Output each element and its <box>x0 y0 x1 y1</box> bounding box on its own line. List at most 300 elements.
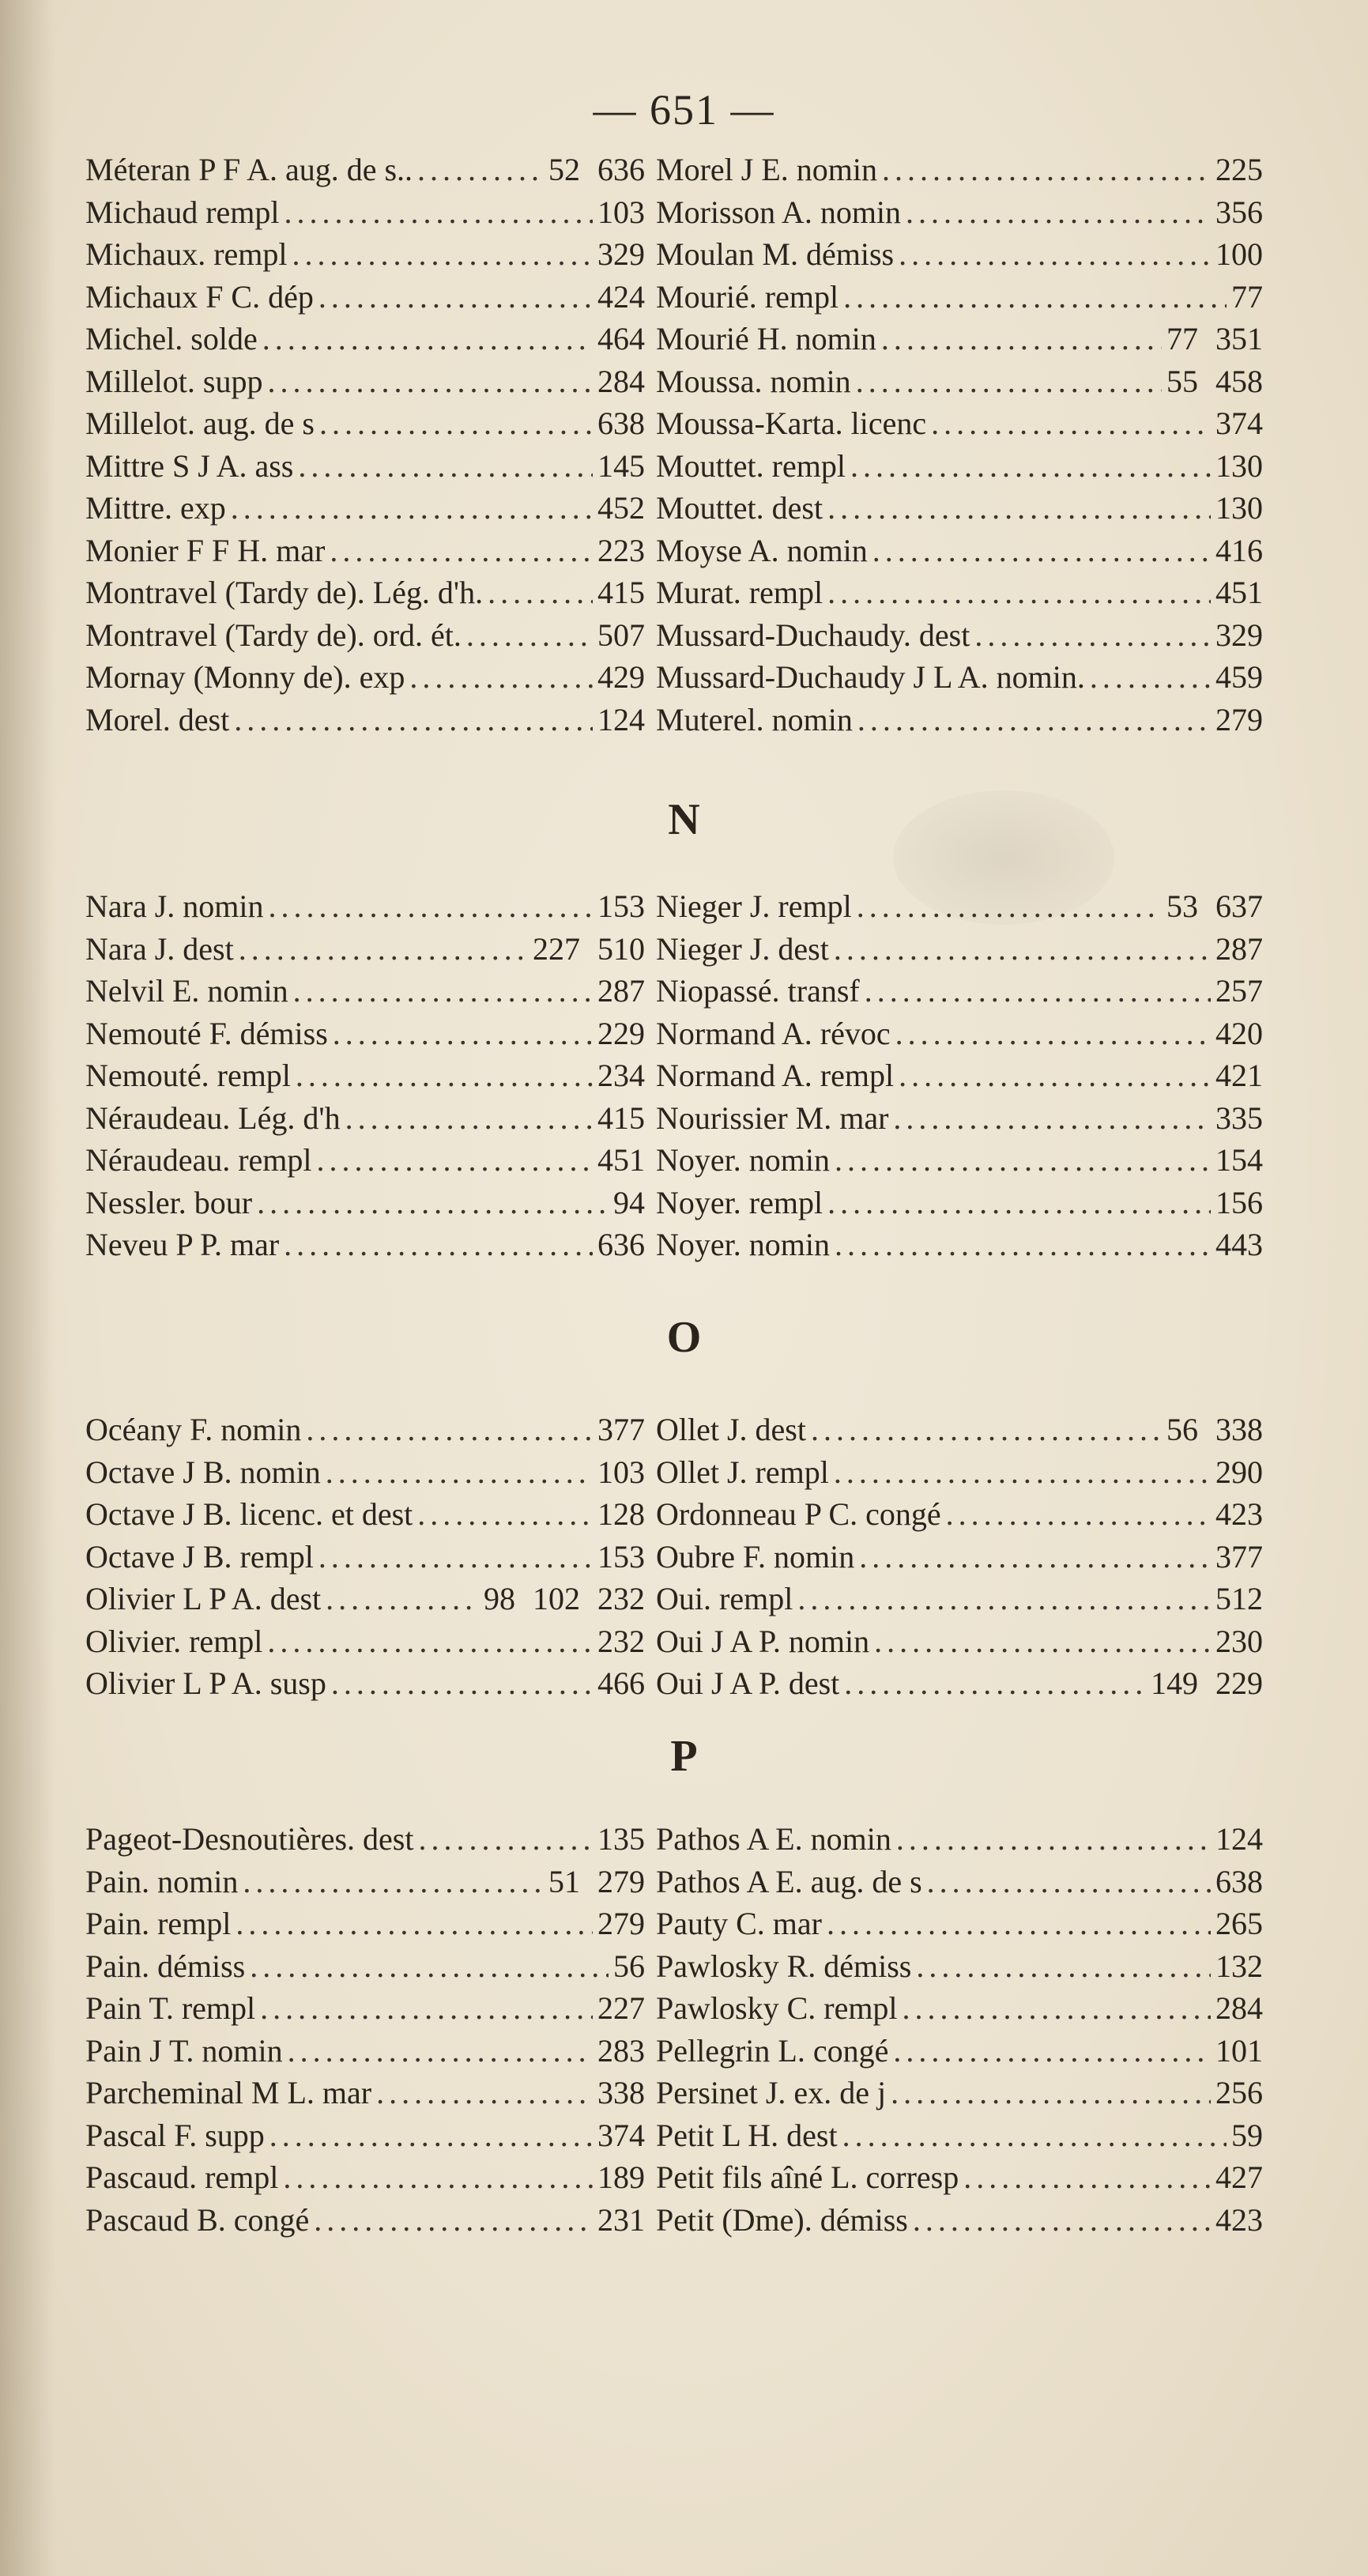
page-reference: 256 <box>1215 2075 1263 2110</box>
leader-dots <box>827 1903 1211 1945</box>
entry-name: Nemouté. rempl <box>85 1058 291 1093</box>
entry-name: Niopassé. transf <box>656 973 860 1009</box>
entry-pages <box>1166 318 1263 360</box>
entry-name: Pathos A E. aug. de s <box>656 1863 922 1899</box>
entry-name: Pathos A E. nomin <box>656 1821 891 1857</box>
page-reference: 232 <box>597 1623 645 1659</box>
leader-dots <box>236 1903 593 1945</box>
page-reference: 329 <box>597 236 645 272</box>
leader-dots <box>239 928 528 971</box>
entry-name: Oubre F. nomin <box>656 1538 855 1575</box>
leader-dots <box>376 2072 593 2114</box>
entry-pages <box>1215 928 1263 971</box>
page-reference: 420 <box>1215 1015 1263 1051</box>
index-entry <box>85 487 645 530</box>
leader-dots <box>417 149 544 191</box>
leader-dots <box>842 2114 1227 2157</box>
index-entry <box>656 1620 1263 1663</box>
page-reference: 229 <box>597 1015 645 1051</box>
index-entry <box>85 1903 645 1945</box>
leader-dots <box>946 1493 1211 1536</box>
page-reference: 257 <box>1215 973 1263 1009</box>
leader-dots <box>827 571 1211 614</box>
leader-dots <box>269 2114 593 2157</box>
entry-pages <box>613 1945 645 1988</box>
page-reference: 149 <box>1151 1665 1198 1701</box>
entry-pages <box>1215 1861 1263 1903</box>
leader-dots <box>835 1139 1211 1182</box>
index-entry <box>85 1493 645 1536</box>
leader-dots <box>827 1182 1211 1224</box>
index-entry <box>656 1818 1263 1861</box>
entry-pages <box>1215 2072 1263 2114</box>
entry-pages <box>1215 487 1263 530</box>
leader-dots <box>893 1097 1211 1140</box>
entry-name: Pauty C. mar <box>656 1906 822 1941</box>
leader-dots <box>260 1987 593 2030</box>
index-entry <box>656 2072 1263 2114</box>
entry-pages <box>597 1493 645 1536</box>
entry-pages <box>597 1987 645 2030</box>
entry-pages <box>1215 2199 1263 2242</box>
leader-dots <box>326 1578 479 1620</box>
entry-name: Ollet J. dest <box>656 1412 806 1447</box>
leader-dots <box>317 1139 593 1182</box>
entry-name: Nessler. bour <box>85 1184 253 1220</box>
leader-dots <box>899 1054 1211 1097</box>
page-reference: 638 <box>597 405 645 441</box>
index-entry <box>85 656 645 699</box>
entry-pages <box>484 1578 645 1620</box>
entry-name: Néraudeau. Lég. d'h <box>85 1099 341 1136</box>
entry-name: Petit L H. dest <box>656 2117 838 2153</box>
index-entry <box>85 699 645 741</box>
leader-dots <box>314 2199 593 2242</box>
index-entry <box>85 1013 645 1055</box>
index-entry <box>85 928 645 971</box>
entry-name: Moussa-Karta. licenc <box>656 405 927 441</box>
index-entry <box>85 2030 645 2072</box>
page-reference: 458 <box>1215 363 1263 399</box>
leader-dots <box>262 318 593 360</box>
page-reference: 374 <box>1215 405 1263 441</box>
page-reference: 102 <box>533 1581 580 1616</box>
index-entry <box>656 614 1263 657</box>
index-entry <box>656 1493 1263 1536</box>
leader-dots <box>895 1013 1211 1055</box>
entry-name: Nieger J. dest <box>656 930 829 967</box>
entry-name: Néraudeau. rempl <box>85 1142 312 1178</box>
index-entry <box>656 149 1263 191</box>
entry-pages <box>1215 149 1263 191</box>
index-entry <box>85 1224 645 1266</box>
page-reference: 451 <box>1215 575 1263 610</box>
index-entry <box>656 1903 1263 1945</box>
page-reference: 443 <box>1215 1227 1263 1262</box>
index-entry <box>656 1578 1263 1620</box>
page-reference: 145 <box>597 447 645 484</box>
entry-pages <box>1231 276 1263 319</box>
index-entry <box>656 1987 1263 2030</box>
entry-name: Nieger J. rempl <box>656 888 852 924</box>
entry-pages <box>1215 1054 1263 1097</box>
entry-name: Morisson A. nomin <box>656 194 902 230</box>
leader-dots <box>267 1620 593 1663</box>
entry-pages <box>1215 1224 1263 1266</box>
page-reference: 53 <box>1166 888 1198 924</box>
entry-name: Mourié. rempl <box>656 278 839 315</box>
page-reference: 98 <box>484 1581 515 1616</box>
page-reference: 374 <box>597 2117 645 2153</box>
entry-pages <box>1215 1945 1263 1988</box>
entry-pages <box>597 656 645 699</box>
page-reference: 124 <box>597 701 645 737</box>
right-column <box>656 1409 1263 1705</box>
entry-name: Mussard-Duchaudy J L A. nomin. <box>656 659 1085 695</box>
leader-dots <box>835 1224 1211 1266</box>
right-column <box>656 1818 1263 2241</box>
index-entry <box>656 1409 1263 1451</box>
page-reference: 335 <box>1215 1099 1263 1136</box>
right-column <box>656 149 1263 741</box>
section-letter: N <box>668 795 700 844</box>
entry-name: Neveu P P. mar <box>85 1227 280 1262</box>
page-reference: 94 <box>613 1184 645 1220</box>
index-entry <box>656 360 1263 403</box>
page-reference: 421 <box>1215 1058 1263 1093</box>
leader-dots <box>267 360 593 403</box>
entry-pages <box>1215 1578 1263 1620</box>
entry-name: Moussa. nomin <box>656 363 851 399</box>
right-column <box>656 885 1263 1266</box>
page-reference: 636 <box>597 152 645 187</box>
entry-name: Monier F F H. mar <box>85 532 326 568</box>
index-entry <box>656 1662 1263 1705</box>
leader-dots <box>963 2156 1211 2199</box>
index-entry <box>85 1861 645 1903</box>
leader-dots <box>857 885 1162 928</box>
leader-dots <box>319 402 593 445</box>
page-reference: 424 <box>597 278 645 315</box>
leader-dots <box>843 276 1227 319</box>
entry-pages <box>1215 656 1263 699</box>
page-reference: 283 <box>597 2032 645 2069</box>
index-entry <box>85 970 645 1013</box>
entry-pages <box>597 2114 645 2157</box>
index-entry <box>656 928 1263 971</box>
leader-dots <box>296 1054 593 1097</box>
entry-pages <box>597 1620 645 1663</box>
page-reference: 130 <box>1215 447 1263 484</box>
leader-dots <box>859 1536 1211 1578</box>
index-entry <box>85 571 645 614</box>
entry-pages <box>1215 191 1263 234</box>
entry-pages <box>597 487 645 530</box>
index-entry <box>656 656 1263 699</box>
index-entry <box>85 1987 645 2030</box>
entry-name: Pageot-Desnoutières. dest <box>85 1821 414 1857</box>
index-entry <box>85 1139 645 1182</box>
page-number: — 651 — <box>593 86 775 134</box>
entry-name: Oui J A P. dest <box>656 1665 840 1701</box>
entry-name: Nara J. dest <box>85 930 234 967</box>
entry-name: Octave J B. licenc. et dest <box>85 1496 413 1532</box>
index-entry <box>85 1818 645 1861</box>
leader-dots <box>283 2156 593 2199</box>
index-entry <box>85 1451 645 1494</box>
entry-pages <box>597 1818 645 1861</box>
leader-dots <box>243 1861 544 1903</box>
entry-name: Moyse A. nomin <box>656 532 868 568</box>
section-letter: O <box>666 1313 702 1362</box>
left-column <box>85 149 645 741</box>
leader-dots <box>891 2072 1211 2114</box>
entry-pages <box>597 2199 645 2242</box>
entry-name: Montravel (Tardy de). ord. ét. <box>85 617 462 653</box>
page-reference: 223 <box>597 532 645 568</box>
entry-name: Ordonneau P C. congé <box>656 1496 941 1532</box>
leader-dots <box>231 487 593 530</box>
entry-pages <box>597 699 645 741</box>
page-reference: 153 <box>597 888 645 924</box>
page-reference: 52 <box>548 152 580 187</box>
page-reference: 637 <box>1215 888 1263 924</box>
entry-name: Pain. rempl <box>85 1906 232 1941</box>
page-reference: 427 <box>1215 2159 1263 2195</box>
index-entry <box>656 1224 1263 1266</box>
entry-name: Normand A. rempl <box>656 1058 895 1093</box>
page-reference: 284 <box>1215 1990 1263 2026</box>
leader-dots <box>326 1451 593 1494</box>
leader-dots <box>330 530 593 572</box>
entry-name: Mourié H. nomin <box>656 321 876 356</box>
entry-name: Pain T. rempl <box>85 1990 256 2026</box>
index-entry <box>85 191 645 234</box>
index-entry <box>85 318 645 360</box>
leader-dots <box>874 1620 1211 1663</box>
entry-name: Olivier L P A. susp <box>85 1665 326 1701</box>
entry-name: Parcheminal M L. mar <box>85 2075 372 2110</box>
page-reference: 287 <box>1215 930 1263 967</box>
entry-pages <box>1215 2156 1263 2199</box>
page-reference: 130 <box>1215 490 1263 526</box>
entry-name: Michaux. rempl <box>85 236 288 272</box>
entry-name: Pain. nomin <box>85 1863 239 1899</box>
entry-name: Murat. rempl <box>656 575 823 610</box>
index-entry <box>656 530 1263 572</box>
leader-dots <box>293 970 593 1013</box>
leader-dots <box>974 614 1211 657</box>
index-entry <box>85 2199 645 2242</box>
leader-dots <box>834 1451 1211 1494</box>
entry-pages <box>1166 360 1263 403</box>
page-reference: 287 <box>597 973 645 1009</box>
page-reference: 279 <box>1215 701 1263 737</box>
page-reference: 464 <box>597 321 645 356</box>
entry-pages <box>1215 1987 1263 2030</box>
leader-dots <box>269 885 593 928</box>
leader-dots <box>913 2199 1211 2242</box>
page-reference: 636 <box>597 1227 645 1262</box>
entry-pages <box>597 2156 645 2199</box>
entry-pages <box>597 1139 645 1182</box>
entry-pages <box>597 445 645 488</box>
index-entry <box>85 614 645 657</box>
leader-dots <box>331 1662 593 1705</box>
index-entry <box>85 1578 645 1620</box>
index-entry <box>85 276 645 319</box>
leader-dots <box>872 530 1211 572</box>
index-entry <box>85 149 645 191</box>
entry-name: Michaux F C. dép <box>85 278 314 315</box>
left-column <box>85 1818 645 2241</box>
entry-name: Pellegrin L. congé <box>656 2032 889 2069</box>
leader-dots <box>906 191 1211 234</box>
leader-dots <box>285 191 594 234</box>
page-reference: 416 <box>1215 532 1263 568</box>
page-reference: 128 <box>597 1496 645 1532</box>
page-reference: 77 <box>1166 321 1198 356</box>
page-reference: 229 <box>1215 1665 1263 1701</box>
index-entry <box>85 1097 645 1140</box>
left-column <box>85 885 645 1266</box>
entry-pages <box>597 1097 645 1140</box>
page-reference: 638 <box>1215 1863 1263 1899</box>
leader-dots <box>856 360 1162 403</box>
entry-name: Noyer. nomin <box>656 1142 830 1178</box>
leader-dots <box>298 445 593 488</box>
leader-dots <box>881 318 1162 360</box>
page-reference: 227 <box>533 930 580 967</box>
leader-dots <box>927 1861 1211 1903</box>
entry-pages <box>1215 699 1263 741</box>
index-entry <box>85 2072 645 2114</box>
page-reference: 154 <box>1215 1142 1263 1178</box>
entry-name: Pawlosky R. démiss <box>656 1948 912 1984</box>
index-entry <box>656 2030 1263 2072</box>
leader-dots <box>857 699 1211 741</box>
page-reference: 423 <box>1215 1496 1263 1532</box>
leader-dots <box>417 1493 593 1536</box>
page-reference: 225 <box>1215 152 1263 187</box>
entry-name: Mouttet. dest <box>656 490 823 526</box>
entry-pages <box>597 1451 645 1494</box>
entry-pages <box>1215 445 1263 488</box>
page-reference: 234 <box>597 1058 645 1093</box>
entry-name: Petit fils aîné L. corresp <box>656 2159 959 2195</box>
index-entry <box>85 1536 645 1578</box>
page-reference: 451 <box>597 1142 645 1178</box>
page-reference: 338 <box>1215 1412 1263 1447</box>
entry-name: Noyer. nomin <box>656 1227 830 1262</box>
page-reference: 377 <box>1215 1538 1263 1575</box>
entry-pages <box>1215 1451 1263 1494</box>
entry-pages <box>597 1662 645 1705</box>
entry-pages <box>1215 2030 1263 2072</box>
page-reference: 265 <box>1215 1906 1263 1941</box>
leader-dots <box>488 571 593 614</box>
index-entry <box>85 2114 645 2157</box>
entry-name: Octave J B. rempl <box>85 1538 314 1575</box>
entry-name: Mouttet. rempl <box>656 447 846 484</box>
entry-pages <box>533 928 645 971</box>
entry-pages <box>1215 1139 1263 1182</box>
entry-name: Pascaud B. congé <box>85 2201 310 2238</box>
leader-dots <box>834 928 1211 971</box>
index-entry <box>85 530 645 572</box>
index-entry <box>85 1182 645 1224</box>
page-reference: 459 <box>1215 659 1263 695</box>
entry-name: Mittre. exp <box>85 490 226 526</box>
entry-name: Nemouté F. démiss <box>85 1015 328 1051</box>
entry-name: Nelvil E. nomin <box>85 973 288 1009</box>
index-entry <box>656 1536 1263 1578</box>
page-reference: 132 <box>1215 1948 1263 1984</box>
leader-dots <box>811 1409 1162 1451</box>
index-entry <box>85 1945 645 1988</box>
entry-name: Millelot. aug. de s <box>85 405 315 441</box>
leader-dots <box>865 970 1211 1013</box>
entry-pages <box>1215 233 1263 276</box>
section-letter: P <box>670 1732 698 1781</box>
page-reference: 415 <box>597 1099 645 1136</box>
page-reference: 507 <box>597 617 645 653</box>
entry-name: Ollet J. rempl <box>656 1454 829 1490</box>
entry-pages <box>1215 1493 1263 1536</box>
index-entry <box>85 402 645 445</box>
entry-pages <box>597 571 645 614</box>
index-entry <box>656 318 1263 360</box>
entry-pages <box>597 191 645 234</box>
binding-shadow <box>0 0 55 2576</box>
page-reference: 452 <box>597 490 645 526</box>
entry-pages <box>1215 1818 1263 1861</box>
entry-pages <box>597 2030 645 2072</box>
index-entry <box>85 233 645 276</box>
entry-pages <box>597 2072 645 2114</box>
entry-pages <box>1151 1662 1263 1705</box>
index-entry <box>85 1620 645 1663</box>
page-reference: 230 <box>1215 1623 1263 1659</box>
entry-pages <box>1215 1182 1263 1224</box>
page-reference: 512 <box>1215 1581 1263 1616</box>
page-reference: 59 <box>1231 2117 1263 2153</box>
index-entry <box>85 2156 645 2199</box>
entry-pages <box>1215 970 1263 1013</box>
page-reference: 290 <box>1215 1454 1263 1490</box>
entry-name: Pascal F. supp <box>85 2117 265 2153</box>
entry-name: Olivier. rempl <box>85 1623 263 1659</box>
leader-dots <box>882 149 1211 191</box>
page-reference: 77 <box>1231 278 1263 315</box>
entry-pages <box>597 1013 645 1055</box>
leader-dots <box>903 1987 1211 2030</box>
entry-name: Mittre S J A. ass <box>85 447 294 484</box>
entry-name: Muterel. nomin <box>656 701 853 737</box>
page-reference: 153 <box>597 1538 645 1575</box>
page-reference: 56 <box>1166 1412 1198 1447</box>
index-entry <box>85 1409 645 1451</box>
page-reference: 231 <box>597 2201 645 2238</box>
entry-name: Montravel (Tardy de). Lég. d'h. <box>85 575 484 610</box>
page-reference: 466 <box>597 1665 645 1701</box>
entry-pages <box>597 360 645 403</box>
leader-dots <box>409 656 593 699</box>
entry-name: Nourissier M. mar <box>656 1099 889 1136</box>
leader-dots <box>893 2030 1211 2072</box>
entry-pages <box>1215 402 1263 445</box>
page-reference: 415 <box>597 575 645 610</box>
